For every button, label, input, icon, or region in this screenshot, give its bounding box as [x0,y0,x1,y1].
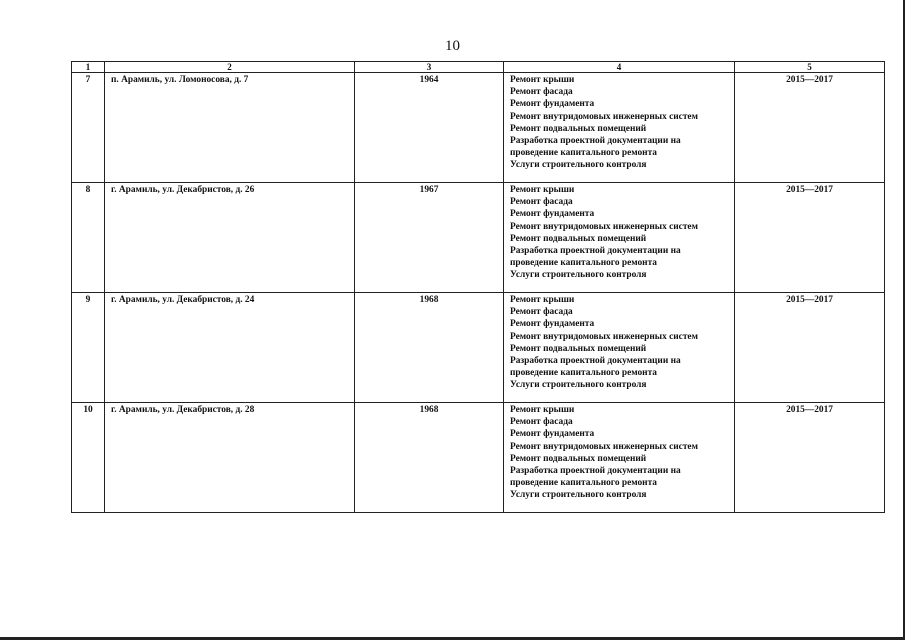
header-row [72,62,885,73]
work-item: Ремонт внутридомовых инженерных систем [510,331,698,342]
work-item: Разработка проектной документации на [510,246,681,257]
table-row [72,183,885,293]
work-item: Ремонт крыши [510,75,575,85]
year-cell: 1964 [355,73,504,183]
work-item: Услуги строительного контроля [510,270,647,281]
header-cell-4: 4 [504,62,735,73]
works-cell [504,73,735,183]
work-item: Услуги строительного контроля [510,380,647,391]
repair-schedule-table [71,61,885,513]
table-row [72,293,885,403]
row-number-cell: 7 [72,73,105,183]
header-cell-5: 5 [735,62,885,73]
work-item: Ремонт фасада [510,197,573,208]
header-cell-3: 3 [355,62,504,73]
row-number-cell: 10 [72,403,105,513]
work-item: Ремонт крыши [510,185,575,195]
works-cell [504,293,735,403]
work-item: Ремонт крыши [510,405,575,415]
work-item: Разработка проектной документации на [510,136,681,147]
work-item: Ремонт фундамента [510,209,595,220]
work-item: Разработка проектной документации на [510,466,681,477]
year-cell: 1968 [355,293,504,403]
work-item: проведение капитального ремонта [510,368,657,379]
work-item: Ремонт фундамента [510,429,595,440]
period-cell: 2015—2017 [735,293,885,403]
work-item: Ремонт внутридомовых инженерных систем [510,441,698,452]
table-row [72,403,885,513]
address-cell: п. Арамиль, ул. Ломоносова, д. 7 [105,73,355,183]
year-cell: 1967 [355,183,504,293]
work-item: Ремонт подвальных помещений [510,453,647,464]
header-cell-2: 2 [105,62,355,73]
address-cell: г. Арамиль, ул. Декабристов, д. 26 [105,183,355,293]
address-cell: г. Арамиль, ул. Декабристов, д. 28 [105,403,355,513]
work-item: Ремонт крыши [510,295,575,305]
work-item: проведение капитального ремонта [510,478,657,489]
work-item: Ремонт фундамента [510,99,595,110]
year-cell: 1968 [355,403,504,513]
work-item: проведение капитального ремонта [510,258,657,269]
address-cell: г. Арамиль, ул. Декабристов, д. 24 [105,293,355,403]
works-cell [504,183,735,293]
work-item: Разработка проектной документации на [510,356,681,367]
work-item: Ремонт фасада [510,87,573,98]
row-number-cell: 8 [72,183,105,293]
work-item: Услуги строительного контроля [510,160,647,171]
work-item: Услуги строительного контроля [510,490,647,501]
work-item: Ремонт внутридомовых инженерных систем [510,221,698,232]
period-cell: 2015—2017 [735,183,885,293]
page-number: 10 [445,38,460,54]
period-cell: 2015—2017 [735,73,885,183]
period-cell: 2015—2017 [735,403,885,513]
table-row [72,73,885,183]
work-item: Ремонт подвальных помещений [510,343,647,354]
work-item: Ремонт фасада [510,307,573,318]
works-cell [504,403,735,513]
work-item: Ремонт фундамента [510,319,595,330]
work-item: проведение капитального ремонта [510,148,657,159]
work-item: Ремонт подвальных помещений [510,233,647,244]
work-item: Ремонт внутридомовых инженерных систем [510,111,698,122]
work-item: Ремонт подвальных помещений [510,123,647,134]
row-number-cell: 9 [72,293,105,403]
work-item: Ремонт фасада [510,417,573,428]
header-cell-1: 1 [72,62,105,73]
